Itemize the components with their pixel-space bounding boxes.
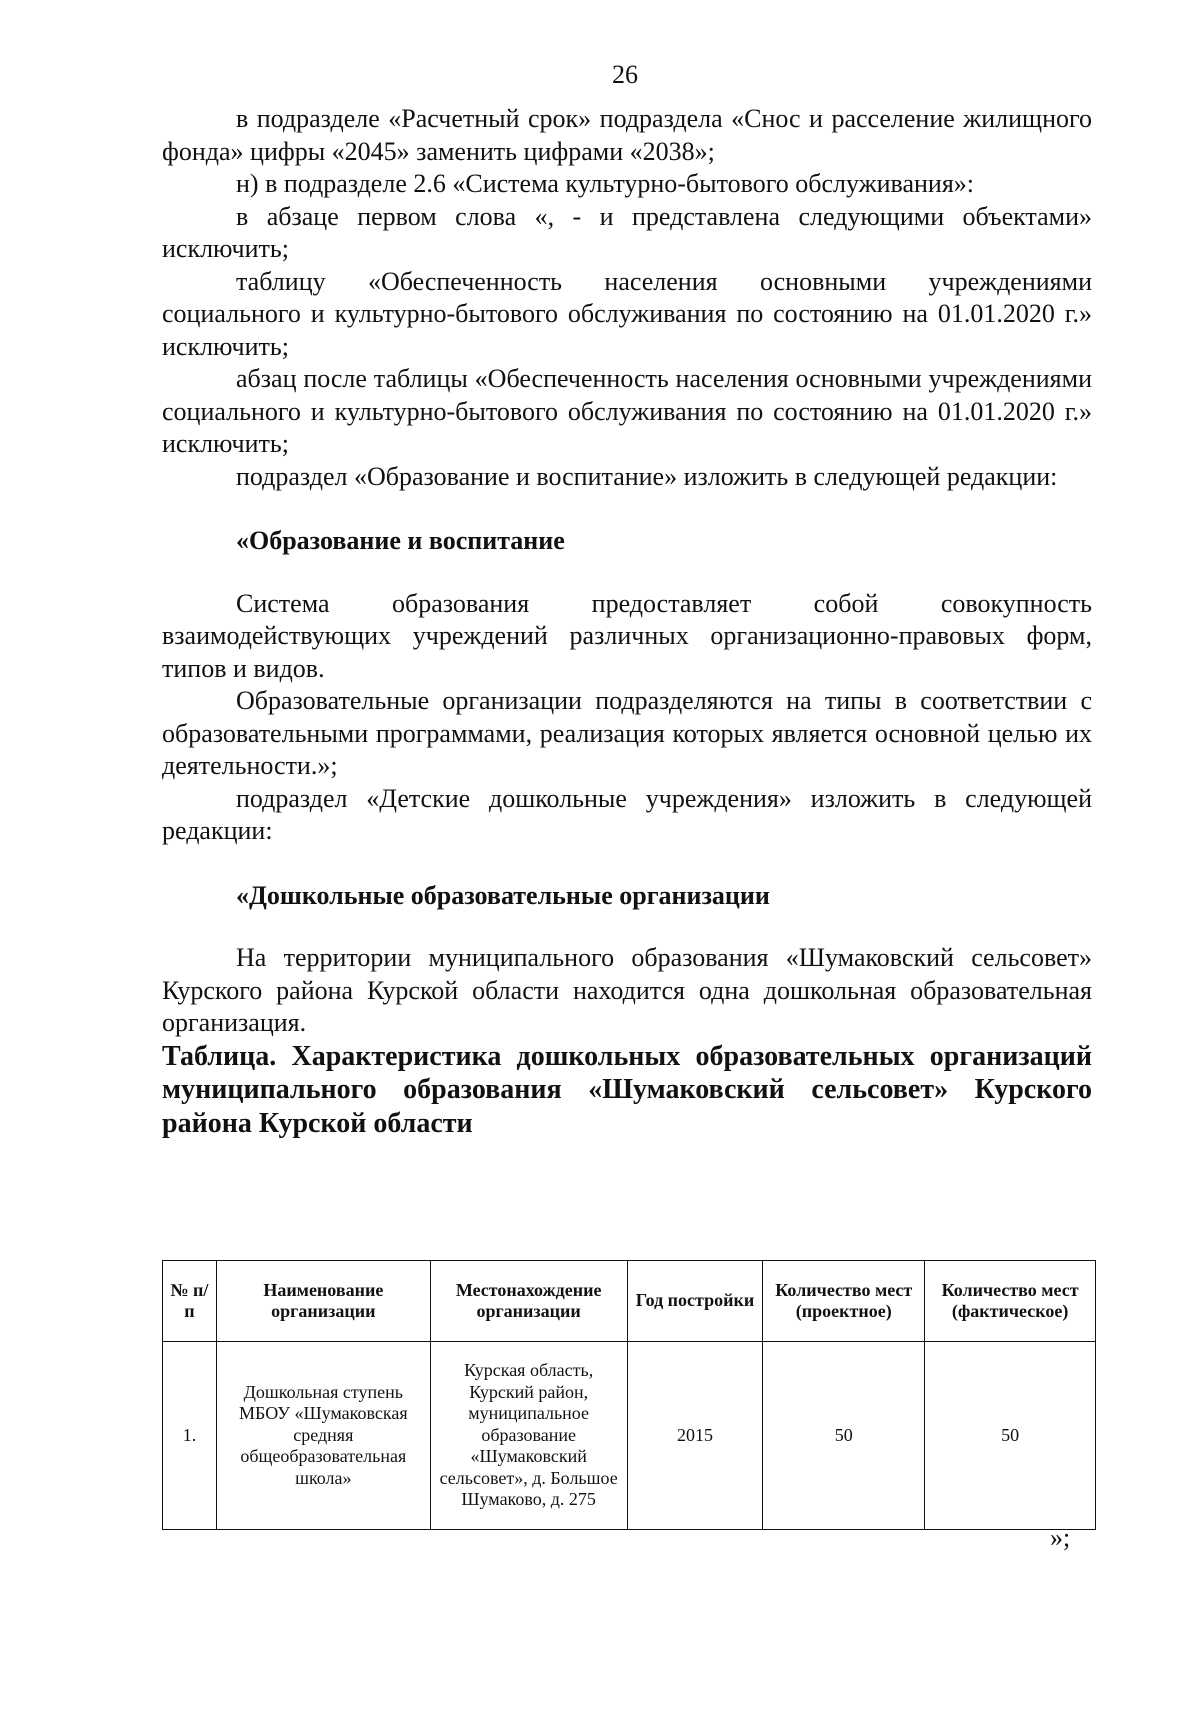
paragraph: подраздел «Детские дошкольные учреждения» изложить в следующей редакции:	[162, 783, 1092, 845]
paragraph: в абзаце первом слова «, - и представлена следующими объектами» исключить;	[162, 201, 1092, 263]
paragraph: таблицу «Обеспеченность населения основными учреждениями социального и культурно-бытового обслуживания по состоянию на 01.01.2020 г.» исключить;	[162, 266, 1092, 361]
page-number: 26	[612, 60, 638, 89]
paragraph: Система образования предоставляет собой совокупность взаимодействующих учреждений различных организационно-правовых форм, типов и видов.	[162, 588, 1092, 683]
table-title: Таблица. Характеристика дошкольных образовательных организаций муниципального образования «Шумаковский сельсовет» Курского района Курской области	[162, 1040, 1092, 1139]
cell-places-design: 50	[763, 1342, 925, 1530]
paragraph: На территории муниципального образования «Шумаковский сельсовет» Курского района Курской области находится одна дошкольная образовательная организация.	[162, 943, 1092, 1037]
table-header-row	[163, 1261, 1096, 1342]
table-row	[163, 1342, 1096, 1530]
section-heading: «Дошкольные образовательные организации	[236, 880, 770, 910]
header-cell-name: Наименование организации	[216, 1261, 430, 1342]
cell-year: 2015	[627, 1342, 763, 1530]
cell-number: 1.	[163, 1342, 217, 1530]
header-cell-places-actual: Количество мест (фактическое)	[925, 1261, 1096, 1342]
paragraph: Образовательные организации подразделяются на типы в соответствии с образовательными программами, реализация которых является основной целью их деятельности.»;	[162, 686, 1092, 780]
closing-quote-mark: »;	[1050, 1523, 1071, 1552]
paragraph: н) в подразделе 2.6 «Система культурно-бытового обслуживания»:	[236, 169, 975, 198]
organizations-table	[162, 1260, 1096, 1530]
cell-location: Курская область, Курский район, муниципальное образование «Шумаковский сельсовет», д. Большое Шумаково, д. 275	[430, 1342, 627, 1530]
paragraph: подраздел «Образование и воспитание» изложить в следующей редакции:	[236, 461, 1058, 491]
cell-name: Дошкольная ступень МБОУ «Шумаковская средняя общеобразовательная школа»	[216, 1342, 430, 1530]
header-cell-number: № п/п	[163, 1261, 217, 1342]
header-cell-places-design: Количество мест (проектное)	[763, 1261, 925, 1342]
paragraph: в подразделе «Расчетный срок» подраздела «Снос и расселение жилищного фонда» цифры «2045» заменить цифрами «2038»;	[162, 104, 1092, 166]
header-cell-location: Местонахождение организации	[430, 1261, 627, 1342]
paragraph: абзац после таблицы «Обеспеченность населения основными учреждениями социального и культурно-бытового обслуживания по состоянию на 01.01.2020 г.» исключить;	[162, 364, 1092, 458]
section-heading: «Образование и воспитание	[236, 526, 565, 555]
cell-places-actual: 50	[925, 1342, 1096, 1530]
document-body	[162, 103, 1092, 1140]
header-cell-year: Год постройки	[627, 1261, 763, 1342]
